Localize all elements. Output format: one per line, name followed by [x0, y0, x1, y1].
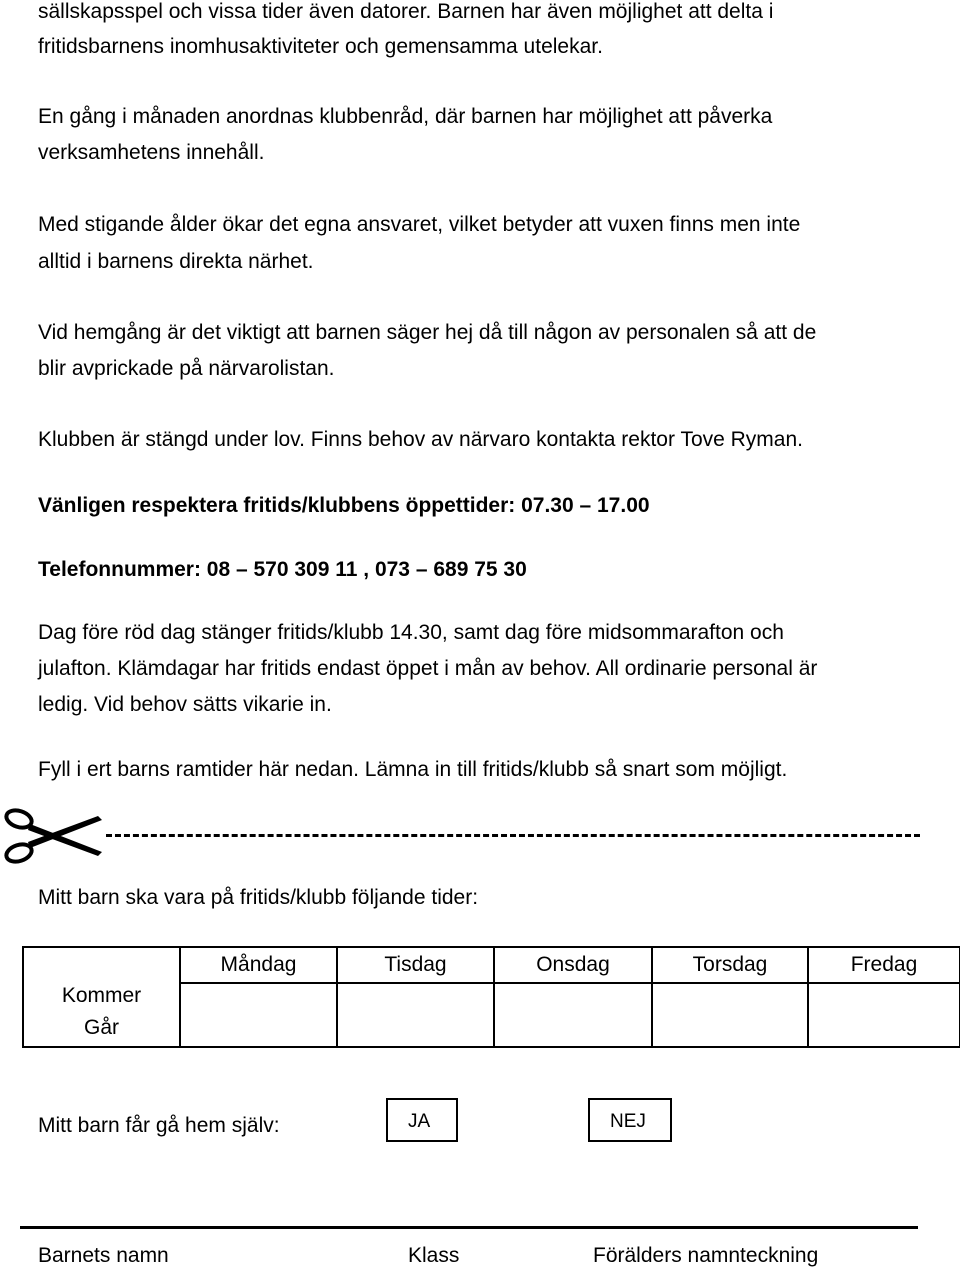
signature-label-class: Klass [408, 1244, 460, 1267]
scissors-icon [2, 806, 104, 866]
day-header: Tisdag [337, 947, 494, 983]
signature-line [20, 1226, 918, 1229]
time-entry-cell[interactable] [337, 983, 494, 1047]
day-header: Onsdag [494, 947, 652, 983]
text-line: En gång i månaden anordnas klubbenråd, där barnen har möjlighet att påverka [38, 105, 773, 128]
text-line: sällskapsspel och vissa tider även datorer. Barnen har även möjlighet att delta i [38, 0, 774, 23]
text-line: verksamhetens innehåll. [38, 141, 265, 164]
row-labels-cell [23, 947, 180, 1047]
text-line: Dag före röd dag stänger fritids/klubb 14.30, samt dag före midsommarafton och [38, 621, 784, 644]
day-header: Måndag [180, 947, 337, 983]
row-label-comes: Kommer [61, 984, 142, 1007]
text-line: fritidsbarnens inomhusaktiviteter och gemensamma utelekar. [38, 35, 603, 58]
text-line: alltid i barnens direkta närhet. [38, 250, 314, 273]
schedule-table [22, 946, 960, 1048]
form-intro: Mitt barn ska vara på fritids/klubb följande tider: [38, 886, 479, 909]
text-line: Vid hemgång är det viktigt att barnen säger hej då till någon av personalen så att de [38, 321, 817, 344]
walk-home-label: Mitt barn får gå hem själv: [38, 1114, 280, 1137]
time-entry-cell[interactable] [652, 983, 808, 1047]
yes-box[interactable]: JA [386, 1098, 458, 1142]
text-line: Klubben är stängd under lov. Finns behov av närvaro kontakta rektor Tove Ryman. [38, 428, 803, 451]
text-line: julafton. Klämdagar har fritids endast öppet i mån av behov. All ordinarie personal är [38, 657, 818, 680]
cut-line [106, 834, 920, 837]
row-label-goes: Går [83, 1016, 119, 1039]
text-line: ledig. Vid behov sätts vikarie in. [38, 693, 332, 716]
phone-number: Telefonnummer: 08 – 570 309 11 , 073 – 689 75 30 [38, 558, 527, 581]
day-header: Torsdag [652, 947, 808, 983]
text-line: Med stigande ålder ökar det egna ansvaret, vilket betyder att vuxen finns men inte [38, 213, 801, 236]
time-entry-cell[interactable] [494, 983, 652, 1047]
signature-label-child: Barnets namn [38, 1244, 169, 1267]
signature-label-parent: Förälders namnteckning [593, 1244, 819, 1267]
day-header: Fredag [808, 947, 960, 983]
opening-hours: Vänligen respektera fritids/klubbens öppettider: 07.30 – 17.00 [38, 494, 650, 517]
time-entry-cell[interactable] [808, 983, 960, 1047]
no-box[interactable]: NEJ [588, 1098, 672, 1142]
instructions: Fyll i ert barns ramtider här nedan. Lämna in till fritids/klubb så snart som möjligt. [38, 758, 788, 781]
time-entry-cell[interactable] [180, 983, 337, 1047]
text-line: blir avprickade på närvarolistan. [38, 357, 335, 380]
